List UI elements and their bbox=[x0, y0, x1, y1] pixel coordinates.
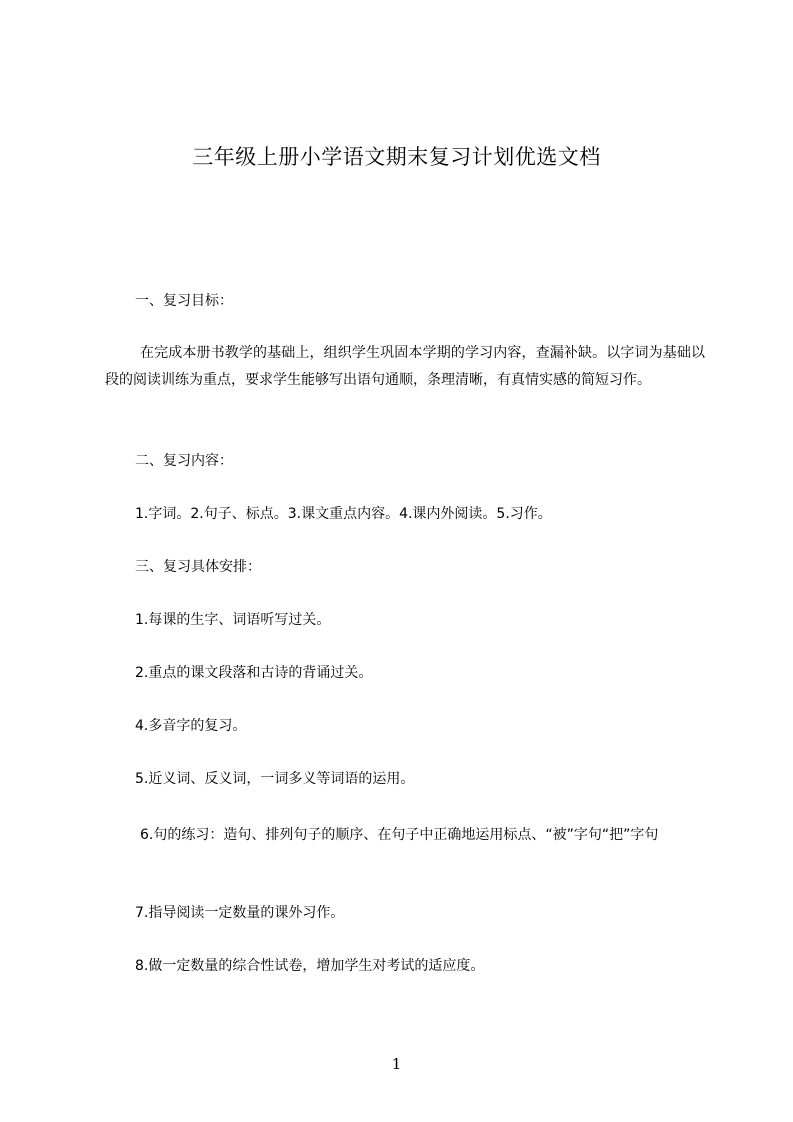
arrangement-item: 2.重点的课文段落和古诗的背诵过关。 bbox=[135, 665, 373, 681]
content-list: 1.字词。2.句子、标点。3.课文重点内容。4.课内外阅读。5.习作。 bbox=[135, 506, 552, 522]
goals-paragraph: 在完成本册书教学的基础上，组织学生巩固本学期的学习内容，查漏补缺。以字词为基础以段的阅读训练为重点，要求学生能够写出语句通顺，条理清晰，有真情实感的简短习作。 bbox=[105, 345, 705, 388]
arrangement-item: 5.近义词、反义词，一词多义等词语的运用。 bbox=[135, 771, 415, 787]
section-heading-goals: 一、复习目标： bbox=[135, 293, 233, 309]
page-number: 1 bbox=[391, 1055, 402, 1073]
arrangement-item: 8.做一定数量的综合性试卷，增加学生对考试的适应度。 bbox=[135, 958, 485, 974]
section-heading-arrangement: 三、复习具体安排： bbox=[135, 559, 261, 575]
arrangement-item: 6.句的练习：造句、排列句子的顺序、在句子中正确地运用标点、“被”字句“把”字句 bbox=[140, 827, 659, 843]
arrangement-item: 1.每课的生字、词语听写过关。 bbox=[135, 612, 331, 628]
arrangement-item: 7.指导阅读一定数量的课外习作。 bbox=[135, 905, 345, 921]
section-heading-content: 二、复习内容： bbox=[135, 453, 233, 469]
arrangement-item: 4.多音字的复习。 bbox=[135, 718, 247, 734]
document-title: 三年级上册小学语文期末复习计划优选文档 bbox=[192, 145, 601, 169]
